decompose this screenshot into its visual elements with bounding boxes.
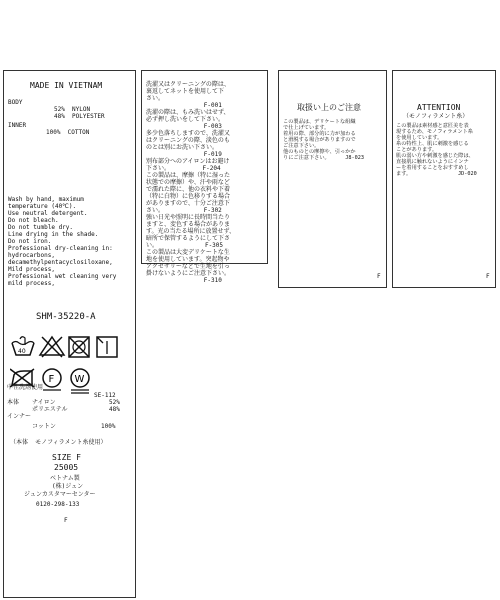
wet-clean-w-icon <box>71 369 89 393</box>
jp-body-label: 本体 <box>7 399 20 406</box>
handling-f-mark: F <box>377 273 381 280</box>
jp-inner-composition: コットン <box>32 423 56 430</box>
attention-subtitle: （モノフィラメント糸） <box>403 113 469 120</box>
care-label-main <box>3 70 136 598</box>
jp-inner-label: インナー <box>7 413 32 420</box>
care-instructions-english: Wash by hand, maximum temperature (40℃). Use neutral detergent. Do not bleach. Do not tumble dry. Line drying in the shade. Do not iron. Professional dry-cleaning in: hydrocarbons, decamethylpentacyclosiloxane, Mild process, Professional wet cleaning very mild process, <box>8 196 117 287</box>
inner-composition: 100% COTTON <box>46 129 90 136</box>
dry-clean-f-icon <box>43 369 61 390</box>
jp-body-composition: ナイロン ポリエステル <box>32 399 68 413</box>
customer-center: ジュンカスタマーセンター <box>24 491 96 498</box>
care-label-attention <box>392 70 496 288</box>
size-text: SIZE F <box>52 453 81 462</box>
handling-text: この製品は、デリケートな組織 で仕上げています。 着用の際、部分的に力が加わる と滑脱する場合がありますので ご注意下さい。 他のものとの摩擦や、引っかか りにご注意下さい。 J8-023 <box>283 119 365 161</box>
no-bleach-icon <box>40 337 64 357</box>
product-number: 25005 <box>54 463 79 472</box>
no-tumble-dry-icon <box>69 337 89 357</box>
jp-body-percent: 52% 48% <box>109 399 120 413</box>
svg-text:F: F <box>48 374 55 385</box>
handling-title: 取扱い上のご注意 <box>297 103 361 112</box>
attention-text: この製品は素材感と意匠美を表 現するため、モノフィラメント糸 を使用しています。 糸の特性上、肌に刺激を感じる ことがあります。 肌の弱い方や刺激を感じた際は、 直接肌に触れないようにインナ ーを着用することをおすすめし ます。 JD-020 <box>396 123 477 177</box>
product-code: SHM-35220-A <box>36 312 96 322</box>
jp-inner-percent: 100% <box>101 423 116 430</box>
svg-text:40: 40 <box>18 348 26 355</box>
label-f-mark: F <box>64 517 68 524</box>
washing-notes-text: 洗濯又はクリーニングの際は、 裏返してネットを使用して下 さい。 F-001 洗濯の際は、もみ洗いはせず、 必ず押し洗いをして下さい。 F-003 多少色落ちしますので、洗濯又 はクリーニングの際、淡色のも のとは別にお洗い下さい。 F-019 別布部分へのアイロンはお避け 下さい。 F-204 この製品は、摩擦（特に湿った 状態での摩擦）や、汗や雨など で濡れた際に、他の衣料や下着 （特に白物）に色移りする場合 がありますので、十分ご注意下 さい。 F-302 強い日光や照明に長時間当たり ますと、変色する場合がありま す。光の当たる場所に放置せず、 暗所で保管するようにして下さ い。 F-305 この製品は大変デリケートな生 地を使用しています。突起物や アクセサリーなどで生地を引っ 掛けないようにご注意下さい。 F-310 <box>146 81 236 284</box>
svg-text:W: W <box>74 374 85 385</box>
hand-wash-icon <box>12 337 34 355</box>
care-label-washing-notes <box>141 70 268 284</box>
se-code: SE-112 <box>94 392 116 399</box>
line-dry-shade-icon <box>97 337 117 357</box>
monofilament-note: （本体 モノフィラメント糸使用） <box>10 439 107 446</box>
origin-jp: ベトナム製 <box>50 475 80 482</box>
company-name: (株)ジュン <box>52 483 84 490</box>
made-in-text: MADE IN VIETNAM <box>30 81 103 90</box>
body-label: BODY <box>8 99 23 106</box>
neutral-detergent-text: 中性洗剤使用 <box>7 384 44 391</box>
attention-title: ATTENTION <box>417 103 461 112</box>
body-composition: 52% NYLON 48% POLYESTER <box>54 106 105 120</box>
care-label-handling <box>278 70 387 288</box>
phone-number: 0120-298-133 <box>36 501 80 508</box>
inner-label: INNER <box>8 122 27 129</box>
attention-f-mark: F <box>486 273 490 280</box>
